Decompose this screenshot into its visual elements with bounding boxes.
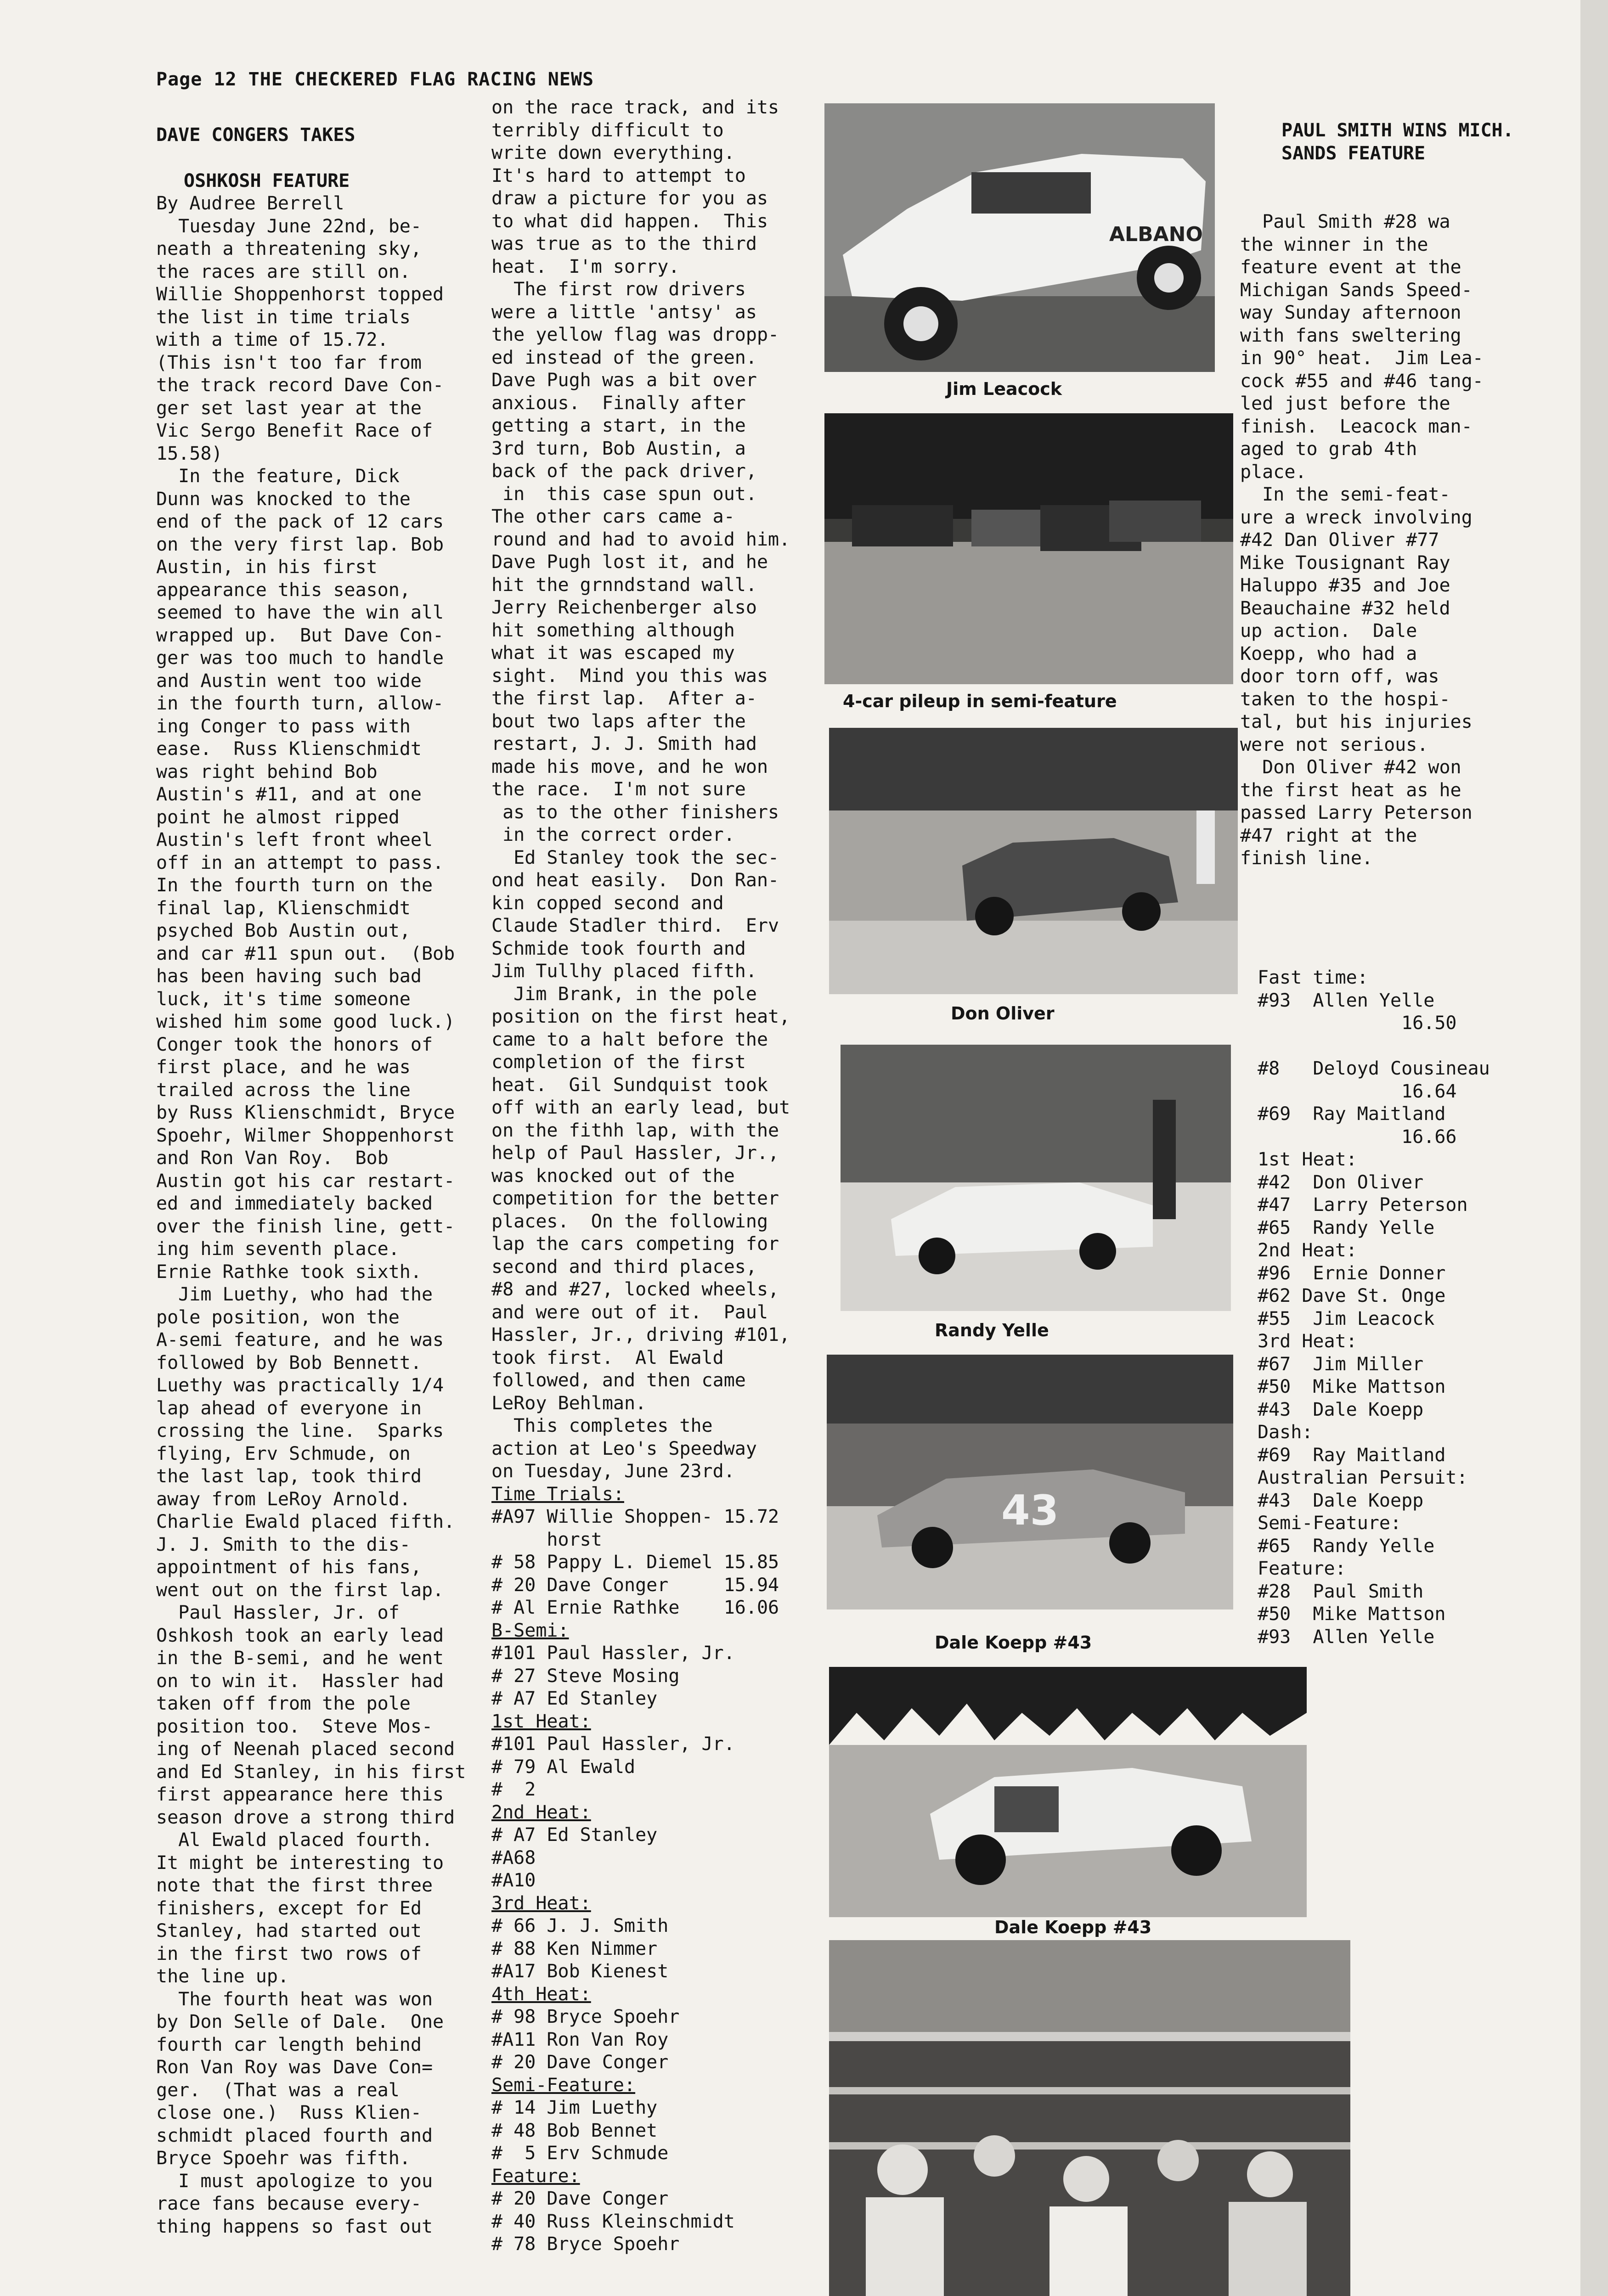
article-line: position too. Steve Mos- bbox=[156, 1716, 433, 1737]
car-marking-text: ALBANO bbox=[1109, 223, 1203, 246]
results-entry: #65 Randy Yelle bbox=[1258, 1217, 1435, 1238]
article-line: Oshkosh took an early lead bbox=[156, 1625, 444, 1646]
article-line: The fourth heat was won bbox=[156, 1988, 433, 2010]
right-article-body bbox=[1240, 211, 1539, 870]
article-line: Hassler, Jr., driving #101, bbox=[491, 1324, 790, 1345]
results-entry: #42 Don Oliver bbox=[1258, 1171, 1424, 1193]
article-line: close one.) Russ Klien- bbox=[156, 2102, 422, 2123]
article-line: (This isn't too far from bbox=[156, 352, 422, 373]
article-line: terribly difficult to bbox=[491, 119, 724, 141]
photo-caption-1: Jim Leacock bbox=[946, 379, 1062, 399]
article-line: This completes the bbox=[491, 1415, 713, 1436]
article-line: places. On the following bbox=[491, 1210, 768, 1232]
byline: By Audree Berrell bbox=[156, 193, 344, 214]
results-heading: 2nd Heat: bbox=[1258, 1240, 1357, 1261]
results-heading: Australian Persuit: bbox=[1258, 1467, 1468, 1488]
article-line: Beauchaine #32 held bbox=[1240, 597, 1450, 619]
results-heading: 3rd Heat: bbox=[491, 1892, 591, 1914]
results-entry: #65 Randy Yelle bbox=[1258, 1535, 1435, 1557]
article-line: the race. I'm not sure bbox=[491, 779, 746, 800]
car-number-text: 43 bbox=[1001, 1486, 1059, 1535]
article-line: Tuesday June 22nd, be- bbox=[156, 215, 422, 237]
article-line: Jim Tullhy placed fifth. bbox=[491, 961, 757, 982]
article-line: I must apologize to you bbox=[156, 2170, 433, 2192]
article-line: were a little 'antsy' as bbox=[491, 301, 757, 323]
article-line: position on the first heat, bbox=[491, 1006, 790, 1027]
article-line: psyched Bob Austin out, bbox=[156, 920, 411, 941]
article-line: Luethy was practically 1/4 bbox=[156, 1375, 444, 1396]
article-line: over the finish line, gett- bbox=[156, 1216, 455, 1237]
article-line: In the semi-feat- bbox=[1240, 484, 1450, 505]
article-line: flying, Erv Schmude, on bbox=[156, 1443, 411, 1464]
results-entry: #47 Larry Peterson bbox=[1258, 1194, 1468, 1216]
results-heading: Semi-Feature: bbox=[491, 2074, 636, 2096]
article-line: the track record Dave Con- bbox=[156, 375, 444, 396]
results-heading: 3rd Heat: bbox=[1258, 1331, 1357, 1352]
article-line: lap ahead of everyone in bbox=[156, 1397, 422, 1419]
article-line: Conger took the honors of bbox=[156, 1034, 433, 1055]
results-heading: 2nd Heat: bbox=[491, 1801, 591, 1823]
article-line: anxious. Finally after bbox=[491, 392, 746, 414]
article-line: pole position, won the bbox=[156, 1306, 400, 1328]
article-line: Willie Shoppenhorst topped bbox=[156, 284, 444, 305]
results-entry: 16.50 bbox=[1258, 1013, 1457, 1034]
article-line: back of the pack driver, bbox=[491, 461, 757, 482]
article-line: Michigan Sands Speed- bbox=[1240, 279, 1473, 301]
page-edge-shadow bbox=[1580, 0, 1608, 2296]
article-line: has been having such bad bbox=[156, 966, 422, 987]
results-entry: #93 Allen Yelle bbox=[1258, 990, 1435, 1011]
photo-grandstand-crowd bbox=[829, 1940, 1350, 2296]
right-headline-line-1: PAUL SMITH WINS MICH. bbox=[1281, 120, 1514, 141]
article-line: appointment of his fans, bbox=[156, 1557, 422, 1578]
results-entry: #A97 Willie Shoppen- 15.72 bbox=[491, 1506, 779, 1527]
article-line: Jerry Reichenberger also bbox=[491, 597, 757, 618]
photo-caption-3: Don Oliver bbox=[951, 1003, 1055, 1024]
results-entry: horst bbox=[491, 1529, 602, 1550]
article-line: ing him seventh place. bbox=[156, 1238, 400, 1260]
article-line: A-semi feature, and he was bbox=[156, 1329, 444, 1351]
article-line: neath a threatening sky, bbox=[156, 238, 422, 259]
article-line: wished him some good luck.) bbox=[156, 1011, 455, 1032]
photo-caption-6: Dale Koepp #43 bbox=[994, 1917, 1152, 1937]
article-line: passed Larry Peterson bbox=[1240, 802, 1473, 823]
article-line: It might be interesting to bbox=[156, 1852, 444, 1874]
results-heading: Feature: bbox=[491, 2165, 580, 2187]
article-line: the first lap. After a- bbox=[491, 688, 757, 709]
results-entry: # 78 Bryce Spoehr bbox=[491, 2234, 680, 2255]
article-line: Charlie Ewald placed fifth. bbox=[156, 1511, 455, 1532]
headline-line-1: DAVE CONGERS TAKES bbox=[156, 124, 355, 146]
article-line: Claude Stadler third. Erv bbox=[491, 915, 779, 936]
article-line: the winner in the bbox=[1240, 234, 1428, 255]
results-entry: #55 Jim Leacock bbox=[1258, 1308, 1435, 1329]
results-entry bbox=[1258, 1035, 1515, 1058]
article-line: restart, J. J. Smith had bbox=[491, 733, 757, 754]
article-line: final lap, Klienschmidt bbox=[156, 897, 411, 919]
article-line: on Tuesday, June 23rd. bbox=[491, 1461, 735, 1482]
photo-don-oliver bbox=[829, 728, 1238, 994]
article-line: trailed across the line bbox=[156, 1079, 411, 1101]
article-line: with fans sweltering bbox=[1240, 325, 1461, 346]
article-line: wrapped up. But Dave Con- bbox=[156, 625, 444, 646]
article-line: Schmide took fourth and bbox=[491, 938, 746, 959]
photo-caption-2: 4-car pileup in semi-feature bbox=[843, 691, 1117, 711]
article-line: ger set last year at the bbox=[156, 397, 422, 419]
article-line: aged to grab 4th bbox=[1240, 439, 1417, 460]
article-line: was knocked out of the bbox=[491, 1165, 735, 1187]
article-line: Vic Sergo Benefit Race of bbox=[156, 420, 433, 441]
article-line: the yellow flag was dropp- bbox=[491, 324, 779, 345]
article-line: finish line. bbox=[1240, 848, 1373, 869]
article-line: were not serious. bbox=[1240, 734, 1428, 755]
results-entry: #96 Ernie Donner bbox=[1258, 1262, 1446, 1284]
article-line: bout two laps after the bbox=[491, 710, 746, 732]
article-line: thing happens so fast out bbox=[156, 2216, 433, 2237]
article-line: away from LeRoy Arnold. bbox=[156, 1488, 411, 1510]
photo-4-car-pileup bbox=[824, 413, 1233, 684]
results-entry: # 20 Dave Conger 15.94 bbox=[491, 1574, 779, 1596]
article-line: ger was too much to handle bbox=[156, 647, 444, 669]
results-entry: 16.64 bbox=[1258, 1080, 1457, 1102]
results-entry: # 66 J. J. Smith bbox=[491, 1915, 669, 1936]
article-line: and Ron Van Roy. Bob bbox=[156, 1148, 389, 1169]
results-entry: #A68 bbox=[491, 1847, 536, 1868]
article-line: action at Leo's Speedway bbox=[491, 1438, 757, 1459]
article-line: followed, and then came bbox=[491, 1370, 746, 1391]
article-line: completion of the first bbox=[491, 1052, 746, 1073]
article-line: in the first two rows of bbox=[156, 1943, 422, 1964]
article-line: finishers, except for Ed bbox=[156, 1897, 422, 1919]
article-line: Dave Pugh lost it, and he bbox=[491, 551, 768, 573]
article-line: fourth car length behind bbox=[156, 2034, 422, 2055]
article-line: heat. Gil Sundquist took bbox=[491, 1074, 768, 1096]
article-line: off with an early lead, but bbox=[491, 1097, 790, 1118]
article-line: Spoehr, Wilmer Shoppenhorst bbox=[156, 1125, 455, 1146]
article-line: door torn off, was bbox=[1240, 666, 1439, 687]
article-line: Dunn was knocked to the bbox=[156, 488, 411, 510]
article-line: on the race track, and its bbox=[491, 97, 779, 118]
article-line: #47 right at the bbox=[1240, 825, 1417, 846]
article-line: Bryce Spoehr was fifth. bbox=[156, 2148, 411, 2169]
results-entry: #28 Paul Smith bbox=[1258, 1581, 1424, 1602]
results-entry: # 40 Russ Kleinschmidt bbox=[491, 2211, 735, 2232]
article-line: ond heat easily. Don Ran- bbox=[491, 870, 779, 891]
right-headline-line-2: SANDS FEATURE bbox=[1281, 142, 1426, 164]
article-line: off in an attempt to pass. bbox=[156, 852, 444, 873]
article-line: hit something although bbox=[491, 619, 735, 641]
article-line: and Austin went too wide bbox=[156, 670, 422, 692]
results-entry: # 2 bbox=[491, 1779, 536, 1800]
article-line: 15.58) bbox=[156, 443, 223, 464]
article-line: season drove a strong third bbox=[156, 1806, 455, 1828]
article-line: second and third places, bbox=[491, 1256, 757, 1277]
article-line: draw a picture for you as bbox=[491, 188, 768, 209]
results-entry: # Al Ernie Rathke 16.06 bbox=[491, 1597, 779, 1618]
article-line: came to a halt before the bbox=[491, 1029, 768, 1050]
article-line: Ed Stanley took the sec- bbox=[491, 847, 779, 868]
photo-randy-yelle bbox=[841, 1045, 1231, 1311]
results-heading: Feature: bbox=[1258, 1558, 1346, 1579]
photo-dale-koepp-wreck bbox=[829, 1667, 1307, 1917]
article-line: by Don Selle of Dale. One bbox=[156, 2011, 444, 2032]
article-line: Austin, in his first bbox=[156, 557, 378, 578]
article-line: ease. Russ Klienschmidt bbox=[156, 738, 422, 760]
results-heading: 1st Heat: bbox=[1258, 1149, 1357, 1170]
article-line: Austin's #11, and at one bbox=[156, 784, 422, 805]
article-line: #8 and #27, locked wheels, bbox=[491, 1279, 779, 1300]
results-entry: # 20 Dave Conger bbox=[491, 2188, 669, 2209]
article-line: Ernie Rathke took sixth. bbox=[156, 1261, 422, 1283]
article-line: on to win it. Hassler had bbox=[156, 1670, 444, 1692]
photo-caption-5: Dale Koepp #43 bbox=[935, 1632, 1092, 1653]
results-entry: #69 Ray Maitland bbox=[1258, 1444, 1446, 1466]
results-entry: #A11 Ron Van Roy bbox=[491, 2029, 669, 2050]
article-line: in this case spun out. bbox=[491, 483, 757, 505]
results-entry: # 79 Al Ewald bbox=[491, 1756, 636, 1778]
results-heading: Dash: bbox=[1258, 1422, 1313, 1443]
results-entry: # A7 Ed Stanley bbox=[491, 1824, 658, 1846]
article-line: ed instead of the green. bbox=[491, 347, 757, 368]
article-line: followed by Bob Bennett. bbox=[156, 1352, 422, 1373]
article-line: The first row drivers bbox=[491, 279, 746, 300]
article-line: taken to the hospi- bbox=[1240, 688, 1450, 710]
article-line: round and had to avoid him. bbox=[491, 529, 790, 550]
results-entry: # 88 Ken Nimmer bbox=[491, 1938, 658, 1959]
article-line: place. bbox=[1240, 461, 1307, 483]
article-line: In the feature, Dick bbox=[156, 466, 400, 487]
article-line: heat. I'm sorry. bbox=[491, 256, 680, 277]
article-line: race fans because every- bbox=[156, 2193, 422, 2214]
article-line: ed and immediately backed bbox=[156, 1193, 433, 1214]
article-line: J. J. Smith to the dis- bbox=[156, 1534, 411, 1555]
article-line: in the correct order. bbox=[491, 824, 735, 845]
michigan-sands-results bbox=[1258, 967, 1515, 1649]
article-line: seemed to have the win all bbox=[156, 602, 444, 623]
photo-jim-leacock bbox=[824, 103, 1215, 372]
article-line: Jim Luethy, who had the bbox=[156, 1284, 433, 1305]
results-heading: 1st Heat: bbox=[491, 1711, 591, 1732]
results-entry: #43 Dale Koepp bbox=[1258, 1399, 1424, 1420]
article-line: ger. (That was a real bbox=[156, 2079, 400, 2101]
article-line: was right behind Bob bbox=[156, 761, 378, 782]
results-heading: B-Semi: bbox=[491, 1620, 569, 1641]
results-entry: #101 Paul Hassler, Jr. bbox=[491, 1643, 735, 1664]
results-heading: Time Trials: bbox=[491, 1483, 624, 1505]
results-heading: Fast time: bbox=[1258, 967, 1368, 988]
article-line: was true as to the third bbox=[491, 233, 757, 254]
article-line: kin copped second and bbox=[491, 892, 724, 914]
results-entry: # 14 Jim Luethy bbox=[491, 2097, 658, 2118]
results-entry: # 20 Dave Conger bbox=[491, 2052, 669, 2073]
results-entry: #69 Ray Maitland bbox=[1258, 1103, 1446, 1125]
results-entry: # 5 Erv Schmude bbox=[491, 2143, 669, 2164]
article-line: competition for the better bbox=[491, 1188, 779, 1209]
article-line: on the very first lap. Bob bbox=[156, 534, 444, 555]
article-line: the line up. bbox=[156, 1966, 289, 1987]
leos-speedway-results bbox=[491, 1483, 822, 2256]
article-line: end of the pack of 12 cars bbox=[156, 511, 444, 532]
results-entry: #62 Dave St. Onge bbox=[1258, 1285, 1446, 1306]
article-line: Dave Pugh was a bit over bbox=[491, 370, 757, 391]
results-entry: #43 Dale Koepp bbox=[1258, 1490, 1424, 1511]
article-line: Al Ewald placed fourth. bbox=[156, 1829, 433, 1851]
results-entry: #50 Mike Mattson bbox=[1258, 1604, 1446, 1625]
article-line: Paul Hassler, Jr. of bbox=[156, 1602, 400, 1623]
article-line: The other cars came a- bbox=[491, 506, 735, 527]
article-line: what it was escaped my bbox=[491, 642, 735, 664]
article-line: as to the other finishers bbox=[491, 801, 779, 823]
article-line: led just before the bbox=[1240, 393, 1450, 414]
article-line: luck, it's time someone bbox=[156, 988, 411, 1010]
article-line: made his move, and he won bbox=[491, 756, 768, 777]
article-line: by Russ Klienschmidt, Bryce bbox=[156, 1102, 455, 1123]
article-line: 3rd turn, Bob Austin, a bbox=[491, 438, 746, 459]
article-line: Jim Brank, in the pole bbox=[491, 983, 757, 1005]
article-line: the last lap, took third bbox=[156, 1466, 422, 1487]
article-line: ing of Neenah placed second bbox=[156, 1739, 455, 1760]
article-line: took first. Al Ewald bbox=[491, 1347, 724, 1368]
article-line: note that the first three bbox=[156, 1875, 433, 1896]
article-line: feature event at the bbox=[1240, 257, 1461, 278]
article-line: appearance this season, bbox=[156, 579, 411, 601]
article-line: to what did happen. This bbox=[491, 210, 768, 232]
article-line: lap the cars competing for bbox=[491, 1233, 779, 1255]
article-line: taken off from the pole bbox=[156, 1693, 411, 1714]
results-entry: #8 Deloyd Cousineau bbox=[1258, 1058, 1490, 1079]
article-line: in the fourth turn, allow- bbox=[156, 693, 444, 714]
article-line: in 90° heat. Jim Lea- bbox=[1240, 348, 1484, 369]
article-line: way Sunday afternoon bbox=[1240, 302, 1461, 323]
results-entry: # 48 Bob Bennet bbox=[491, 2120, 658, 2141]
results-entry: #A10 bbox=[491, 1870, 536, 1891]
article-line: and Ed Stanley, in his first bbox=[156, 1761, 466, 1783]
article-line: crossing the line. Sparks bbox=[156, 1420, 444, 1441]
results-entry: # 58 Pappy L. Diemel 15.85 bbox=[491, 1552, 779, 1573]
article-line: the first heat as he bbox=[1240, 779, 1461, 801]
article-line: and car #11 spun out. (Bob bbox=[156, 943, 455, 964]
article-line: Koepp, who had a bbox=[1240, 643, 1417, 664]
article-line: write down everything. bbox=[491, 142, 735, 163]
photo-dale-koepp-43 bbox=[827, 1355, 1233, 1609]
left-article bbox=[156, 124, 487, 2238]
photo-caption-4: Randy Yelle bbox=[935, 1320, 1049, 1340]
article-line: up action. Dale bbox=[1240, 620, 1417, 642]
article-line: tal, but his injuries bbox=[1240, 711, 1473, 732]
article-line: Haluppo #35 and Joe bbox=[1240, 575, 1450, 596]
middle-article bbox=[491, 96, 822, 2256]
page-header: Page 12 THE CHECKERED FLAG RACING NEWS bbox=[156, 69, 594, 90]
article-line: Mike Tousignant Ray bbox=[1240, 552, 1450, 574]
article-line: ing Conger to pass with bbox=[156, 715, 411, 737]
headline-line-2: OSHKOSH FEATURE bbox=[184, 170, 350, 191]
article-line: first appearance here this bbox=[156, 1784, 444, 1805]
left-article-body bbox=[156, 215, 487, 2239]
article-line: and were out of it. Paul bbox=[491, 1301, 768, 1323]
article-line: with a time of 15.72. bbox=[156, 329, 389, 350]
article-line: ure a wreck involving bbox=[1240, 506, 1473, 528]
results-heading: Semi-Feature: bbox=[1258, 1513, 1402, 1534]
article-line: LeRoy Behlman. bbox=[491, 1392, 647, 1414]
results-heading: 4th Heat: bbox=[491, 1983, 591, 2005]
article-line: It's hard to attempt to bbox=[491, 165, 746, 186]
middle-article-body bbox=[491, 96, 822, 1483]
article-line: the list in time trials bbox=[156, 306, 411, 328]
results-entry: # 27 Steve Mosing bbox=[491, 1665, 680, 1687]
results-entry: #A17 Bob Kienest bbox=[491, 1961, 669, 1982]
article-line: help of Paul Hassler, Jr., bbox=[491, 1142, 779, 1164]
article-line: Austin's left front wheel bbox=[156, 829, 433, 850]
article-line: schmidt placed fourth and bbox=[156, 2125, 433, 2146]
article-line: In the fourth turn on the bbox=[156, 875, 433, 896]
article-line: Austin got his car restart- bbox=[156, 1170, 455, 1192]
results-entry: #50 Mike Mattson bbox=[1258, 1376, 1446, 1397]
article-line: first place, and he was bbox=[156, 1057, 411, 1078]
article-line: sight. Mind you this was bbox=[491, 665, 768, 687]
article-line: point he almost ripped bbox=[156, 806, 400, 828]
results-entry: 16.66 bbox=[1258, 1126, 1457, 1148]
article-line: Ron Van Roy was Dave Con= bbox=[156, 2057, 433, 2078]
results-entry: # A7 Ed Stanley bbox=[491, 1688, 658, 1709]
article-line: the races are still on. bbox=[156, 261, 411, 282]
article-line: in the B-semi, and he went bbox=[156, 1648, 444, 1669]
article-line: on the fithh lap, with the bbox=[491, 1120, 779, 1141]
article-line: Paul Smith #28 wa bbox=[1240, 211, 1450, 232]
results-entry: #93 Allen Yelle bbox=[1258, 1626, 1435, 1648]
article-line: #42 Dan Oliver #77 bbox=[1240, 529, 1439, 551]
right-article bbox=[1240, 119, 1539, 870]
article-line: cock #55 and #46 tang- bbox=[1240, 370, 1484, 392]
article-line: Don Oliver #42 won bbox=[1240, 757, 1461, 778]
article-line: finish. Leacock man- bbox=[1240, 416, 1473, 437]
article-line: getting a start, in the bbox=[491, 415, 746, 436]
article-line: went out on the first lap. bbox=[156, 1579, 444, 1601]
results-entry: #67 Jim Miller bbox=[1258, 1353, 1424, 1375]
article-line: hit the grnndstand wall. bbox=[491, 574, 757, 596]
article-line: Stanley, had started out bbox=[156, 1920, 422, 1941]
results-entry: # 98 Bryce Spoehr bbox=[491, 2006, 680, 2027]
results-entry: #101 Paul Hassler, Jr. bbox=[491, 1733, 735, 1755]
